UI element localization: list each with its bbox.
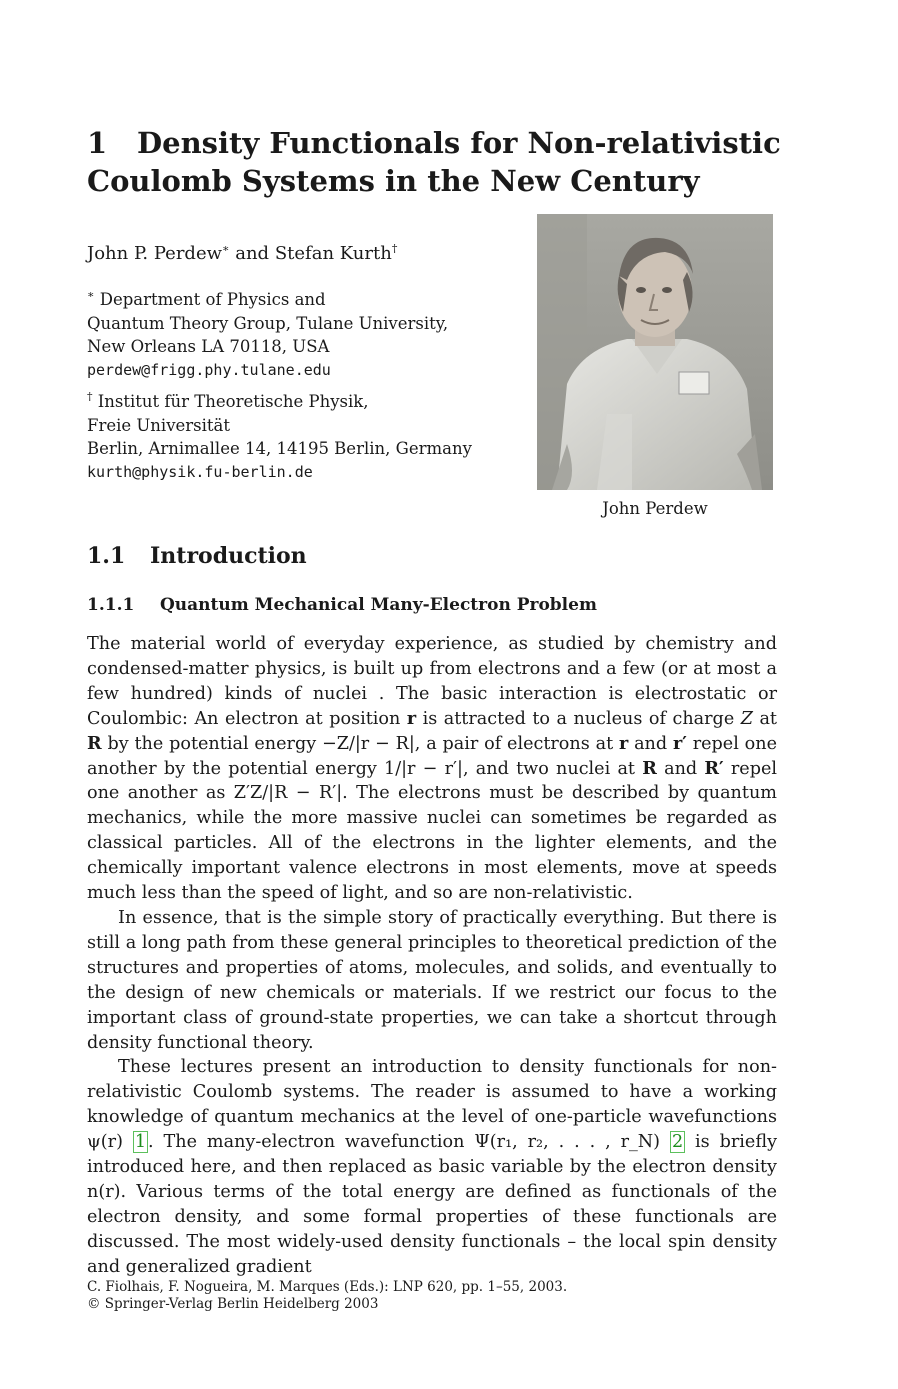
text-run: by the potential energy: [101, 733, 322, 754]
affiliation-line: Freie Universität: [87, 415, 231, 435]
citation-number[interactable]: 1: [134, 1132, 147, 1153]
page-footer: [87, 1279, 567, 1313]
author-conjunction: and: [235, 243, 270, 264]
chapter-number: 1: [87, 126, 108, 160]
email-link[interactable]: perdew@frigg.phy.tulane.edu: [87, 360, 331, 379]
affiliation-line: New Orleans LA 70118, USA: [87, 337, 330, 356]
paragraph: [87, 1055, 777, 1279]
section-title: [87, 541, 307, 571]
math-vector: R: [642, 757, 657, 779]
author-name: Stefan Kurth: [274, 243, 392, 264]
math-expression: 1/|r − r′|: [384, 758, 463, 779]
math-vector: R: [87, 732, 102, 754]
paragraph: In essence, that is the simple story of practically everything. But there is still a long path from these general principles to theoretical prediction of the structures and properties of atoms, molecules, and solids, and eventually to the design of new chemicals or materials. If we restrict our focus to the important class of ground-state properties, we can take a shortcut through density functional theory.: [87, 907, 777, 1053]
math-expression: Ψ(r₁, r₂, . . . , r_N): [474, 1132, 661, 1153]
citation-info: C. Fiolhais, F. Nogueira, M. Marques (Eds.): LNP 620, pp. 1–55, 2003.: [87, 1279, 568, 1295]
math-expression: ψ(r): [87, 1132, 123, 1153]
text-run: repel one another as: [87, 758, 777, 804]
math-symbol: Z: [740, 708, 753, 729]
paragraph: [87, 632, 777, 906]
author-mark: ∗: [222, 242, 230, 255]
text-run: . Various terms of the total energy are defined as functionals of the electron density, and some formal properties of these functionals are discussed. The most widely-used density functionals – the local spin density and generalized gradient: [87, 1181, 777, 1277]
subsection-title: [87, 593, 597, 617]
text-run: , and two nuclei at: [462, 758, 643, 779]
citation-number[interactable]: 2: [671, 1132, 684, 1153]
chapter-title-text: Density Functionals for Non-relativistic Coulomb Systems in the New Century: [87, 126, 781, 198]
text-run: . The electrons must be described by quantum mechanics, while the more massive nuclei can sometimes be regarded as classical particles. All of the electrons in the lighter elements, and the chemically important valence electrons in most elements, move at speeds much less than the speed of light, and so are non-relativistic.: [87, 783, 777, 904]
affiliation-line: Quantum Theory Group, Tulane University,: [87, 313, 449, 333]
math-expression: n(r): [87, 1181, 121, 1202]
affiliation-line: Berlin, Arnimallee 14, 14195 Berlin, Germany: [87, 439, 472, 458]
text-run: is briefly introduced here, and then replaced as basic variable by the electron density: [87, 1132, 778, 1178]
subsection-title-text: Quantum Mechanical Many-Electron Problem: [160, 595, 597, 615]
figure-caption: John Perdew: [602, 499, 708, 518]
author-photo: [537, 214, 773, 490]
section-number: 1.1: [87, 543, 126, 569]
affiliation-tulane: [87, 288, 507, 382]
email-link[interactable]: kurth@physik.fu-berlin.de: [87, 462, 313, 481]
math-vector: r: [618, 732, 629, 754]
affiliation-mark: ∗: [87, 288, 95, 301]
affiliation-line: [87, 390, 507, 414]
author-line: [87, 242, 397, 266]
math-expression: −Z/|r − R|: [321, 733, 415, 754]
text-run: The material world of everyday experience, as studied by chemistry and condensed-matter physics, is built up from electrons and a few (or at most a few hundred) kinds of nuclei . The basic interaction is electrostatic or Coulombic: An electron at position: [87, 634, 777, 729]
subsection-number: 1.1.1: [87, 595, 135, 615]
affiliation-text: Department of Physics and: [99, 290, 326, 309]
affiliation-mark: †: [87, 390, 93, 403]
section-title-text: Introduction: [150, 543, 307, 569]
citation-link[interactable]: [133, 1131, 148, 1153]
affiliation-line: [87, 288, 507, 312]
math-vector: r′: [672, 732, 687, 754]
affiliation-text: Institut für Theoretische Physik,: [97, 392, 369, 411]
math-expression: Z′Z/|R − R′|: [233, 783, 343, 804]
portrait-image: [537, 214, 773, 490]
citation-link[interactable]: [670, 1131, 685, 1153]
text-run: and: [656, 758, 705, 779]
text-run: is attracted to a nucleus of charge: [416, 708, 741, 729]
copyright-notice: © Springer-Verlag Berlin Heidelberg 2003: [87, 1296, 379, 1312]
text-run: and: [628, 733, 673, 754]
text-run: , a pair of electrons at: [414, 733, 619, 754]
math-vector: r: [406, 707, 417, 729]
chapter-title: [87, 124, 787, 200]
body-text: [87, 632, 777, 1280]
affiliation-berlin: [87, 390, 507, 484]
math-vector: R′: [704, 757, 724, 779]
author-name: John P. Perdew: [87, 243, 223, 264]
text-run: These lectures present an introduction to density functionals for non-relativistic Coulomb systems. The reader is assumed to have a working knowledge of quantum mechanics at the level of one-particle wavefunctions: [87, 1057, 777, 1128]
text-run: repel one another by the potential energy: [87, 733, 777, 779]
text-run: . The many-electron wavefunction: [148, 1132, 475, 1153]
text-run: at: [752, 708, 777, 729]
author-mark: †: [391, 242, 398, 255]
